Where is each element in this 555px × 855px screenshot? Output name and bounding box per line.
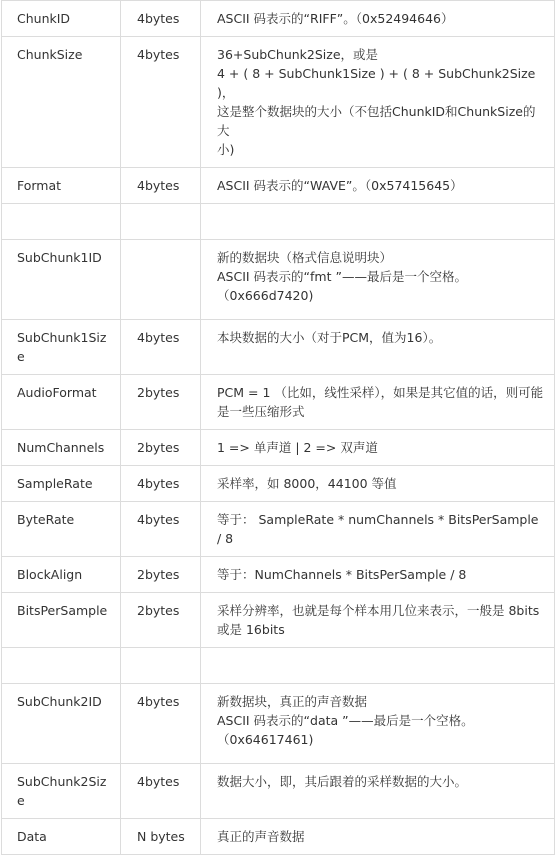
table-row: [2, 240, 555, 320]
description-line: 36+SubChunk2Size，或是: [217, 47, 379, 62]
description-line: 4 + ( 8 + SubChunk1Size ) + ( 8 + SubChunk2Size )，: [217, 66, 536, 100]
field-name-cell: ChunkSize: [2, 37, 121, 168]
description-line: ASCII 码表示的“fmt ”——最后是一个空格。: [217, 269, 467, 284]
table-row: [2, 375, 555, 430]
description-line: 采样率，如 8000，44100 等值: [217, 476, 397, 491]
table-row: [2, 557, 555, 593]
size-cell: 4bytes: [121, 502, 201, 557]
description-line: 本块数据的大小（对于PCM，值为16）。: [217, 330, 442, 345]
table-row: [2, 466, 555, 502]
size-cell: 4bytes: [121, 1, 201, 37]
description-line: 新的数据块（格式信息说明块）: [217, 250, 393, 265]
table-row: [2, 593, 555, 648]
description-line: 采样分辨率，也就是每个样本用几位来表示，一般是 8bits: [217, 603, 540, 618]
size-cell: [121, 648, 201, 684]
description-line: ASCII 码表示的“WAVE”。（0x57415645）: [217, 178, 463, 193]
field-name-cell: [2, 204, 121, 240]
description-cell: [201, 1, 555, 37]
description-line: 这是整个数据块的大小（不包括ChunkID和ChunkSize的大: [217, 104, 536, 138]
field-name-cell: Data: [2, 819, 121, 855]
description-cell: [201, 320, 555, 375]
description-line: 是一些压缩形式: [217, 404, 305, 419]
description-line: 或是 16bits: [217, 622, 285, 637]
table-body: [2, 1, 555, 855]
description-line: ASCII 码表示的“data ”——最后是一个空格。: [217, 713, 474, 728]
table-row: [2, 684, 555, 764]
wav-header-table: [1, 0, 555, 855]
field-name-cell: SubChunk2ID: [2, 684, 121, 764]
description-cell: [201, 375, 555, 430]
description-line: 等于：NumChannels * BitsPerSample / 8: [217, 567, 467, 582]
field-name-cell: SampleRate: [2, 466, 121, 502]
description-line: 新数据块，真正的声音数据: [217, 694, 368, 709]
size-cell: 2bytes: [121, 593, 201, 648]
description-cell: [201, 648, 555, 684]
description-cell: [201, 37, 555, 168]
field-name-cell: ChunkID: [2, 1, 121, 37]
field-name-cell: SubChunk2Size: [2, 764, 121, 819]
description-cell: [201, 168, 555, 204]
description-cell: [201, 502, 555, 557]
description-line: 等于： SampleRate * numChannels * BitsPerSample / 8: [217, 512, 539, 546]
description-line: 数据大小，即，其后跟着的采样数据的大小。: [217, 774, 468, 789]
description-line: ASCII 码表示的“RIFF”。（0x52494646）: [217, 11, 454, 26]
size-cell: 4bytes: [121, 764, 201, 819]
description-cell: [201, 466, 555, 502]
field-name-cell: NumChannels: [2, 430, 121, 466]
size-cell: 2bytes: [121, 375, 201, 430]
size-cell: 2bytes: [121, 430, 201, 466]
description-line: 1 => 单声道 | 2 => 双声道: [217, 440, 378, 455]
size-cell: 4bytes: [121, 320, 201, 375]
field-name-cell: [2, 648, 121, 684]
description-line: （0x64617461): [217, 732, 314, 747]
description-line: PCM = 1 （比如，线性采样），如果是其它值的话，则可能: [217, 385, 544, 400]
table-row: [2, 648, 555, 684]
field-name-cell: SubChunk1Size: [2, 320, 121, 375]
description-line: 小): [217, 142, 235, 157]
table-row: [2, 764, 555, 819]
description-cell: [201, 204, 555, 240]
size-cell: [121, 204, 201, 240]
size-cell: N bytes: [121, 819, 201, 855]
table-row: [2, 502, 555, 557]
size-cell: 2bytes: [121, 557, 201, 593]
field-name-cell: BlockAlign: [2, 557, 121, 593]
size-cell: 4bytes: [121, 466, 201, 502]
field-name-cell: Format: [2, 168, 121, 204]
size-cell: 4bytes: [121, 168, 201, 204]
table-row: [2, 204, 555, 240]
description-cell: [201, 557, 555, 593]
size-cell: [121, 240, 201, 320]
description-line: 真正的声音数据: [217, 829, 305, 844]
table-row: [2, 37, 555, 168]
field-name-cell: BitsPerSample: [2, 593, 121, 648]
table-row: [2, 819, 555, 855]
description-cell: [201, 819, 555, 855]
field-name-cell: ByteRate: [2, 502, 121, 557]
field-name-cell: SubChunk1ID: [2, 240, 121, 320]
field-name-cell: AudioFormat: [2, 375, 121, 430]
size-cell: 4bytes: [121, 684, 201, 764]
description-cell: [201, 764, 555, 819]
description-cell: [201, 684, 555, 764]
table-row: [2, 168, 555, 204]
table-row: [2, 320, 555, 375]
description-cell: [201, 430, 555, 466]
description-line: （0x666d7420): [217, 288, 314, 303]
description-cell: [201, 593, 555, 648]
table-row: [2, 1, 555, 37]
size-cell: 4bytes: [121, 37, 201, 168]
description-cell: [201, 240, 555, 320]
table-row: [2, 430, 555, 466]
